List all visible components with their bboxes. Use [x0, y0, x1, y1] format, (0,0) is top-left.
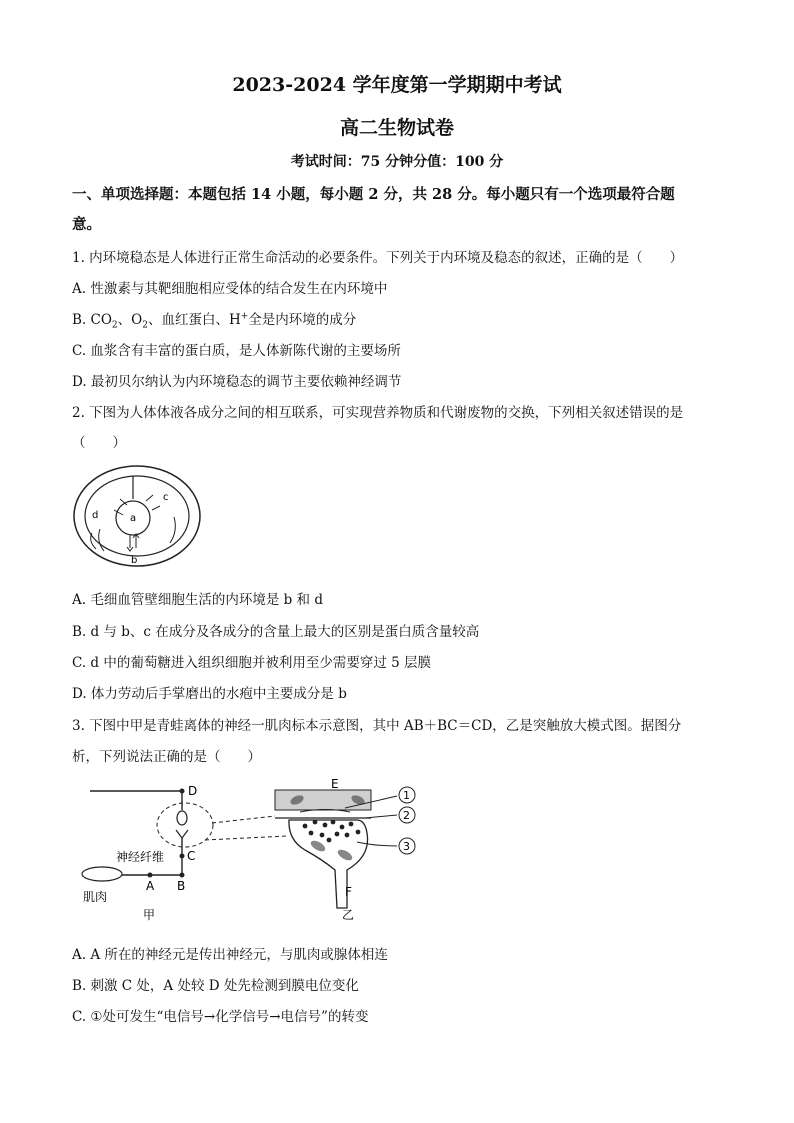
q1-option-d: D. 最初贝尔纳认为内环境稳态的调节主要依赖神经调节 [72, 374, 402, 390]
q3-option-a: A. A 所在的神经元是传出神经元，与肌肉或腺体相连 [72, 947, 388, 963]
fig-label-F: F [345, 885, 352, 899]
body-fluid-diagram [70, 455, 210, 570]
q1-b-sub2: 2 [142, 320, 148, 331]
fig-label-c: c [163, 492, 169, 503]
fig-label-b: b [131, 555, 138, 566]
q1-option-c: C. 血浆含有丰富的蛋白质，是人体新陈代谢的主要场所 [72, 343, 401, 359]
fig-label-B: B [177, 879, 186, 893]
fig-label-C: C [187, 849, 196, 863]
q1-b-sub1: 2 [111, 320, 118, 331]
fig-label-1: 1 [403, 789, 410, 802]
q1-b-pre: B. CO [72, 312, 112, 328]
q2-option-d: D. 体力劳动后手掌磨出的水疱中主要成分是 b [72, 686, 347, 702]
fig-label-nerve: 神经纤维 [116, 850, 165, 864]
q2-option-b: B. d 与 b、c 在成分及各成分的含量上最大的区别是蛋白质含量较高 [72, 624, 480, 640]
fig-label-muscle: 肌肉 [83, 890, 108, 904]
q1-b-sup: + [240, 311, 249, 322]
q2-stem-line1: 2. 下图为人体体液各成分之间的相互联系，可实现营养物质和代谢废物的交换，下列相关叙述错误的是 [72, 405, 684, 421]
q1-option-a: A. 性激素与其靶细胞相应受体的结合发生在内环境中 [72, 281, 388, 297]
q3-option-b: B. 刺激 C 处，A 处较 D 处先检测到膜电位变化 [72, 978, 359, 994]
q1-b-mid2: 、血红蛋白、H [147, 312, 241, 328]
q3-stem-line2: 析，下列说法正确的是（ ） [72, 749, 261, 765]
exam-title: 2023-2024 学年度第一学期期中考试 [232, 74, 562, 96]
fig-label-3: 3 [403, 840, 410, 853]
fig-label-A: A [146, 879, 155, 893]
fig-label-d: d [92, 510, 99, 521]
section-heading-line2: 意。 [72, 216, 101, 233]
fig-label-yi: 乙 [342, 908, 355, 922]
q2-option-a: A. 毛细血管壁细胞生活的内环境是 b 和 d [72, 592, 323, 608]
q1-stem: 1. 内环境稳态是人体进行正常生命活动的必要条件。下列关于内环境及稳态的叙述，正确的是（ ） [72, 250, 684, 266]
q3-option-c: C. ①处可发生“电信号→化学信号→电信号”的转变 [72, 1009, 369, 1025]
q3-stem-line1: 3. 下图中甲是青蛙离体的神经一肌肉标本示意图，其中 AB＋BC＝CD，乙是突触放大模式图。据图分 [72, 718, 682, 734]
q2-stem-line2: （ ） [72, 435, 126, 451]
q1-b-post: 全是内环境的成分 [248, 312, 357, 328]
nerve-muscle-diagram [75, 778, 435, 928]
fig-label-E: E [331, 778, 339, 791]
fig-label-D: D [188, 784, 198, 798]
q1-option-b [72, 308, 356, 331]
fig-label-a: a [130, 513, 137, 524]
q1-b-mid: 、O [117, 312, 143, 328]
fig-label-jia: 甲 [143, 908, 156, 922]
exam-subtitle: 高二生物试卷 [339, 117, 454, 139]
q2-option-c: C. d 中的葡萄糖进入组织细胞并被利用至少需要穿过 5 层膜 [72, 655, 432, 671]
section-heading-line1: 一、单项选择题：本题包括 14 小题，每小题 2 分，共 28 分。每小题只有一个选项最符合题 [72, 186, 675, 203]
fig-label-2: 2 [403, 809, 410, 822]
exam-info: 考试时间：75 分钟分值：100 分 [290, 154, 504, 170]
